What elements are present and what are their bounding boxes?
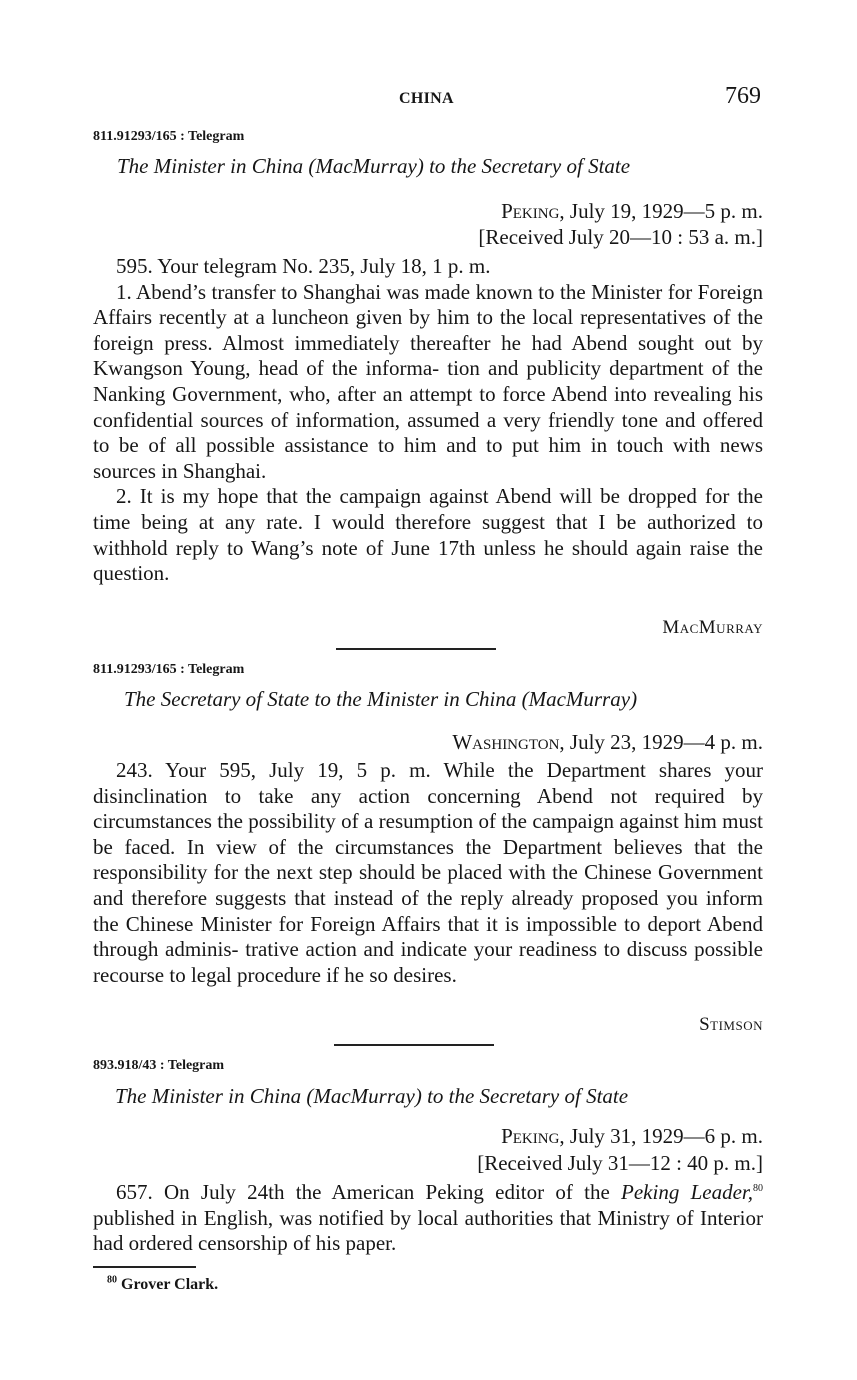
paragraph-text: 657. On July 24th the American Peking editor of the — [116, 1180, 622, 1204]
signature: MacMurray — [662, 617, 763, 638]
running-title: CHINA — [399, 90, 454, 107]
document-title — [124, 687, 637, 712]
paragraph — [93, 1180, 763, 1257]
file-reference: 893.918/43 : Telegram — [93, 1058, 225, 1073]
section-divider — [334, 1044, 494, 1046]
dateline-date: , July 31, 1929—6 p. m. — [559, 1124, 763, 1148]
title-part: The Minister in China ( — [115, 1084, 314, 1108]
footnote-rule — [93, 1266, 196, 1268]
section-divider — [336, 648, 496, 650]
title-part: ) — [630, 687, 638, 711]
title-part: ) to the Secretary of State — [416, 154, 631, 178]
newspaper-name: Peking Leader, — [621, 1180, 753, 1204]
footnote-ref: 80 — [753, 1183, 763, 1194]
title-part: The Minister in China ( — [117, 154, 316, 178]
dateline — [452, 730, 763, 755]
footnote — [107, 1276, 218, 1294]
title-name: MacMurray — [528, 687, 631, 711]
paragraph: 595. Your telegram No. 235, July 18, 1 p. m. — [116, 254, 491, 278]
dateline-date: , July 19, 1929—5 p. m. — [559, 199, 763, 223]
footnote-mark: 80 — [107, 1274, 117, 1286]
title-name: MacMurray — [315, 154, 417, 178]
document-body — [93, 758, 763, 988]
signature: Stimson — [699, 1014, 763, 1035]
paragraph: 1. Abend’s transfer to Shanghai was made known to the Minister for Foreign Affairs recently at a luncheon given by him to the local representatives of the foreign press. Almost immediately thereafter he had Abend sought out by Kwangson Young, head of the informa- tion and publicity department of the Nanking Government, who, after an attempt to force Abend into revealing his confidential sources of information, assumed a very friendly tone and offered to be of all possible assistance to him and to put him in touch with news sources in Shanghai. — [93, 279, 763, 483]
document-body — [93, 1180, 763, 1257]
file-reference: 811.91293/165 : Telegram — [93, 662, 245, 677]
file-reference: 811.91293/165 : Telegram — [93, 129, 245, 144]
title-part: ) to the Secretary of State — [414, 1084, 629, 1108]
paragraph: 2. It is my hope that the campaign against Abend will be dropped for the time being at any rate. I would therefore suggest that I be authorized to withhold reply to Wang’s note of June 17th unless he should again raise the question. — [93, 484, 763, 586]
received-line: [Received July 20—10 : 53 a. m.] — [478, 225, 763, 249]
received-line: [Received July 31—12 : 40 p. m.] — [477, 1151, 763, 1175]
page-number: 769 — [725, 83, 761, 109]
document-title — [117, 154, 630, 179]
title-part: The Secretary of State to the Minister in China ( — [124, 687, 529, 711]
title-name: MacMurray — [313, 1084, 415, 1108]
dateline — [501, 1124, 763, 1149]
paragraph-text: published in English, was notified by local authorities that Ministry of Interior had ordered censorship of his paper. — [93, 1205, 763, 1256]
footnote-text: Grover Clark. — [121, 1276, 219, 1293]
dateline — [501, 199, 763, 224]
dateline-place: Peking — [501, 199, 560, 223]
paragraph: 243. Your 595, July 19, 5 p. m. While the Department shares your disinclination to take any action concerning Abend not required by circumstances the possibility of a resumption of the campaign against him must be faced. In view of the circumstances the Department believes that the responsibility for the next step should be placed with the Chinese Government and therefore suggests that instead of the reply already proposed you inform the Chinese Minister for Foreign Affairs that it is impossible to deport Abend through adminis- trative action and indicate your readiness to discuss possible recourse to legal procedure if he so desires. — [93, 758, 763, 987]
document-body — [93, 254, 763, 587]
document-title — [115, 1084, 628, 1109]
dateline-place: Washington — [452, 730, 560, 754]
dateline-date: , July 23, 1929—4 p. m. — [559, 730, 763, 754]
dateline-place: Peking — [501, 1124, 560, 1148]
